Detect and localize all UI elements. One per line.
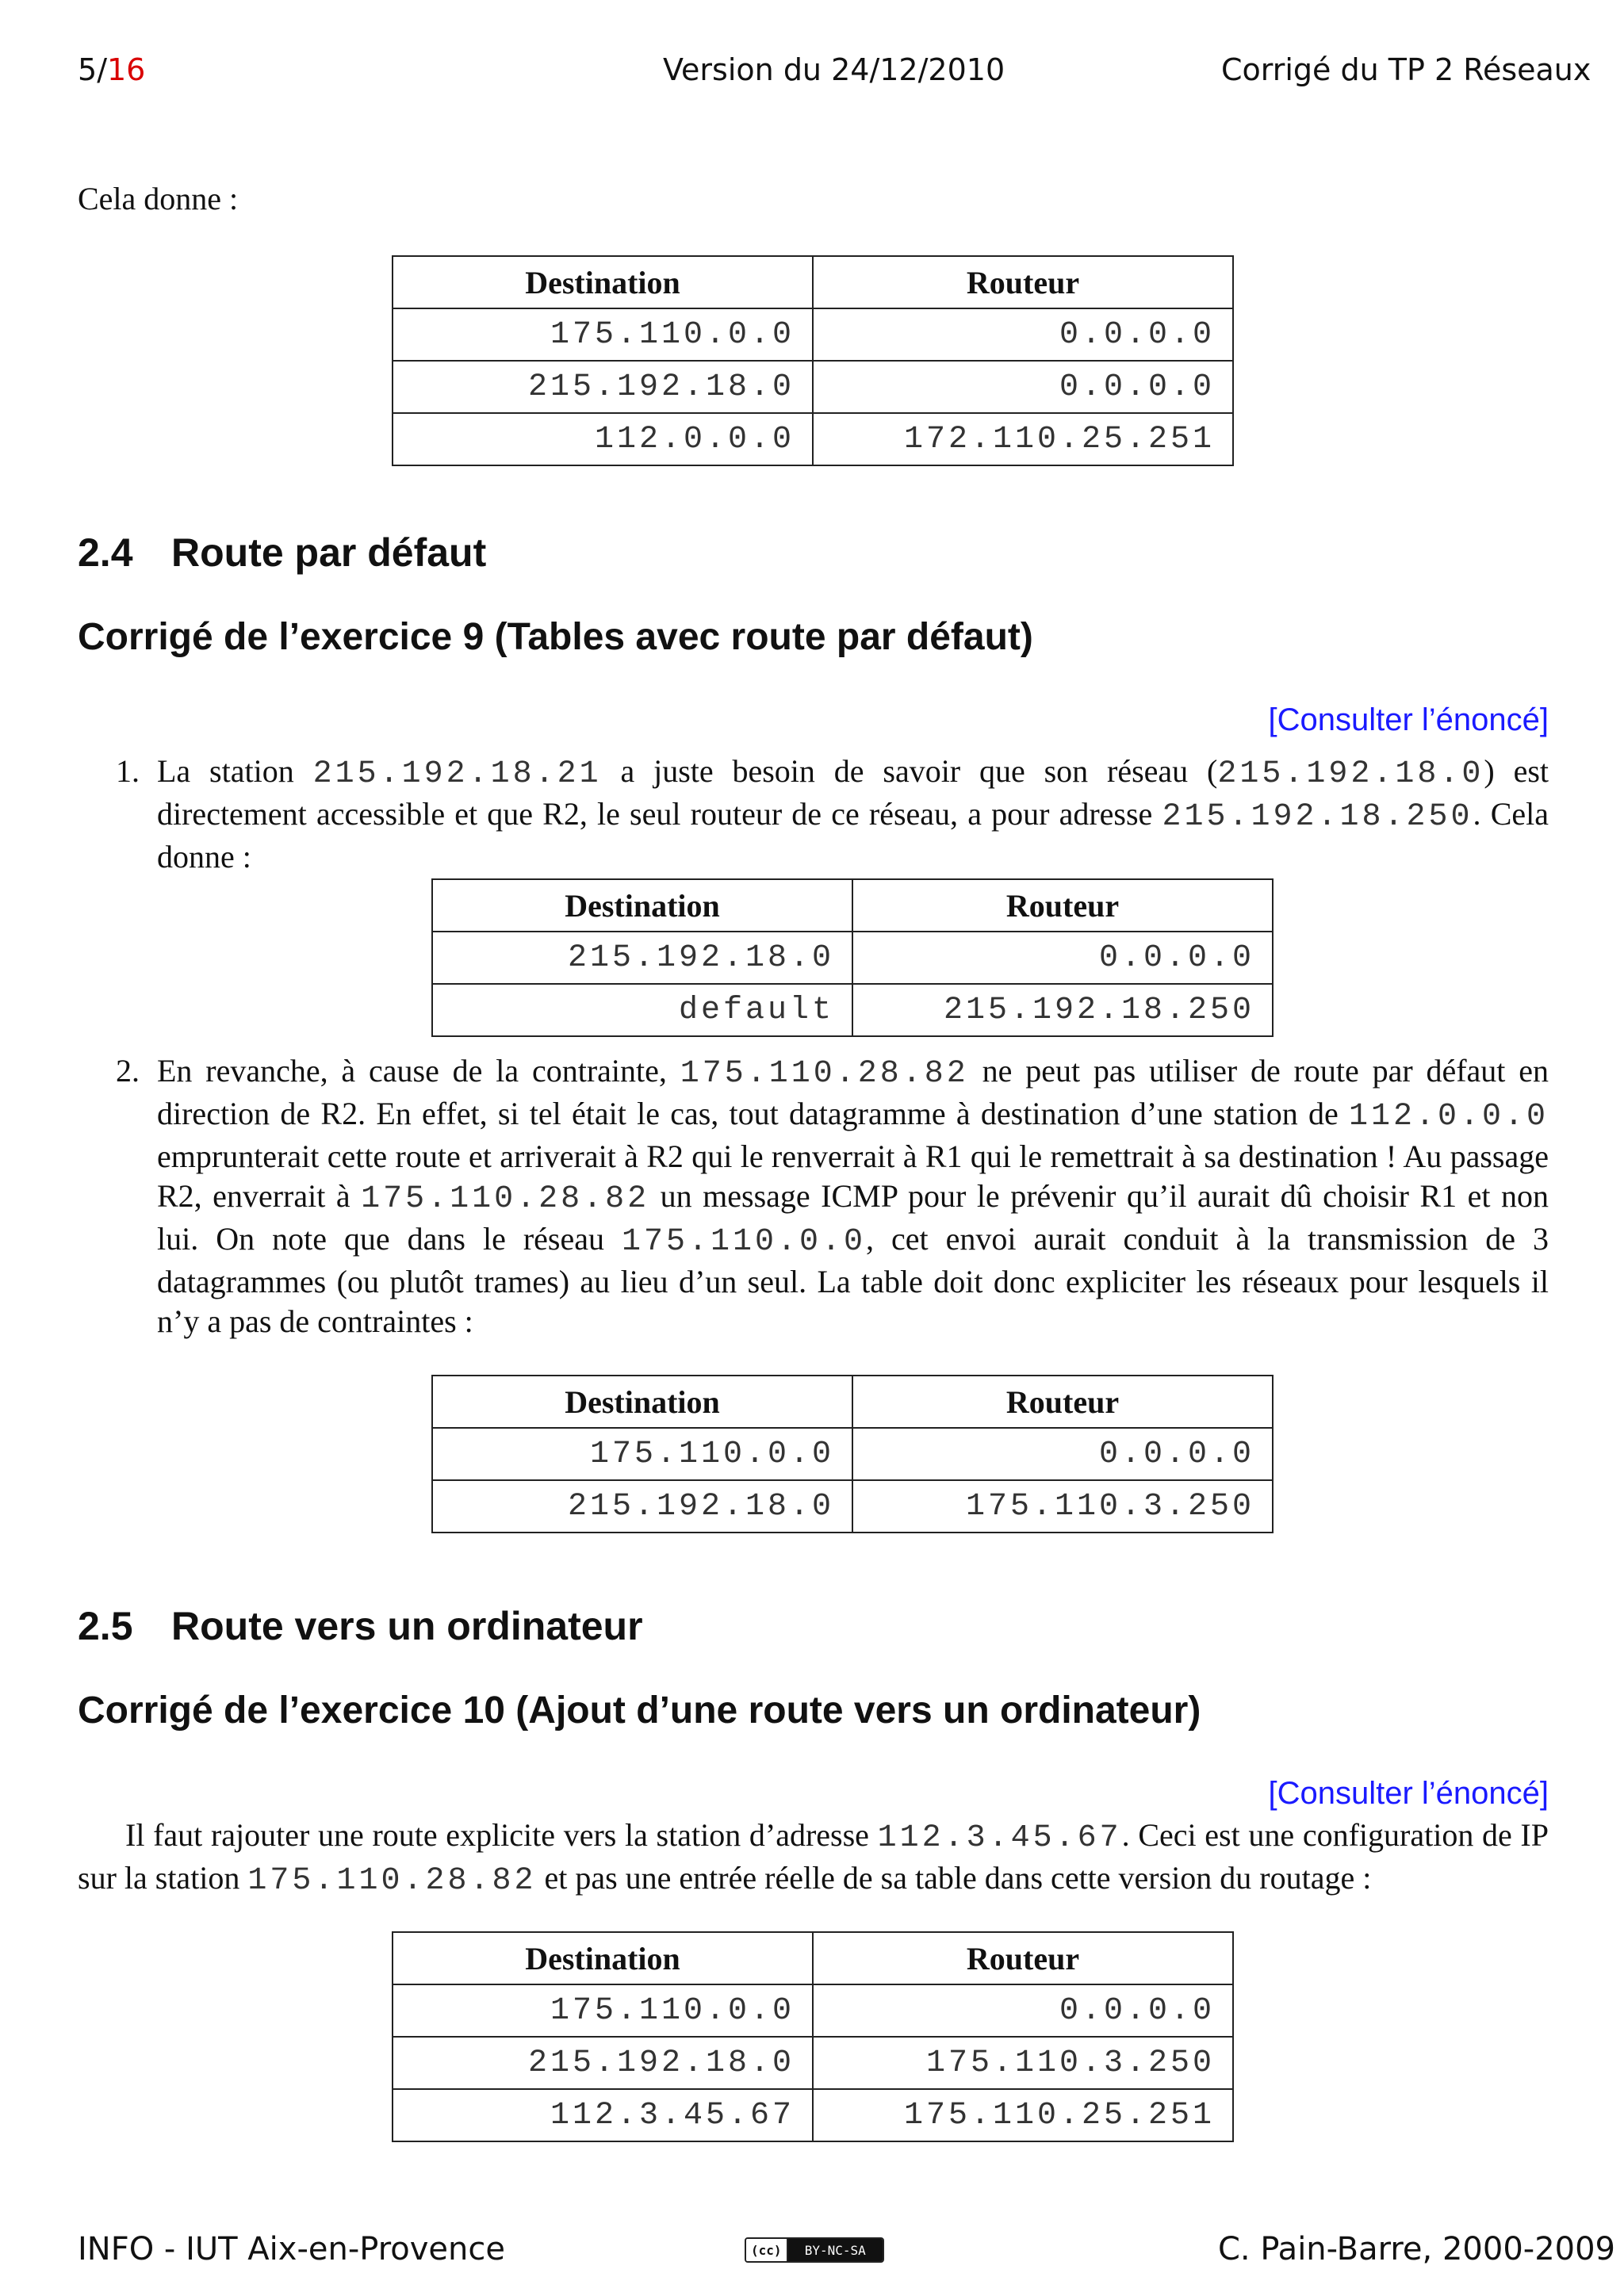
table-cell: default xyxy=(432,984,852,1036)
table-row xyxy=(393,1984,1233,2037)
exercise-paragraph: Il faut rajouter une route explicite vers la station d’adresse 112.3.45.67. Ceci est une configuration de IP sur la station 175.110.28.82 et pas une entrée réelle de sa table dans cette version du routage : xyxy=(78,1817,1549,1899)
consult-statement-link[interactable]: [Consulter l’énoncé] xyxy=(1268,702,1549,737)
table-row xyxy=(393,2089,1233,2141)
table-cell: 215.192.18.0 xyxy=(393,361,813,413)
ip-address: 175.110.28.82 xyxy=(680,1056,969,1092)
ip-address: 215.192.18.250 xyxy=(1162,799,1473,835)
table-header-row xyxy=(393,1932,1233,1984)
document-title: Corrigé du TP 2 Réseaux xyxy=(1221,52,1591,87)
consult-statement-link[interactable]: [Consulter l’énoncé] xyxy=(1268,1776,1549,1811)
table-cell: 215.192.18.0 xyxy=(432,1480,852,1533)
intro-text: Cela donne : xyxy=(78,181,239,216)
table-cell: 112.3.45.67 xyxy=(393,2089,813,2141)
column-header: Routeur xyxy=(813,256,1233,308)
list-number: 1. xyxy=(116,753,140,789)
exercise-heading: Corrigé de l’exercice 9 (Tables avec route par défaut) xyxy=(78,616,1033,658)
license-label: BY-NC-SA xyxy=(788,2239,883,2261)
routing-table-1 xyxy=(392,255,1234,466)
list-number: 2. xyxy=(116,1053,140,1089)
routing-table-2 xyxy=(431,878,1274,1037)
column-header: Destination xyxy=(432,1376,852,1428)
routing-table-3 xyxy=(431,1375,1274,1533)
table-cell: 215.192.18.250 xyxy=(852,984,1273,1036)
cc-license-badge[interactable] xyxy=(745,2237,884,2263)
ip-address: 175.110.28.82 xyxy=(247,1863,537,1899)
cc-icon: (cc) xyxy=(746,2239,788,2261)
ip-address: 112.0.0.0 xyxy=(1348,1099,1549,1135)
list-item: En revanche, à cause de la contrainte, 175.110.28.82 ne peut pas utiliser de route par défaut en direction de R2. En effet, si tel était le cas, tout datagramme à destination d’une station de 112.0.0.0 emprunterait cette route et arriverait à R2 qui le renverrait à R1 qui le remettrait à sa destination ! Au passage R2, enverrait à 175.110.28.82 un message ICMP pour le prévenir qu’il aurait dû choisir R1 et non lui. On note que dans le réseau 175.110.0.0, cet envoi aurait conduit à la transmission de 3 datagrammes (ou plutôt trames) au lieu d’un seul. La table doit donc expliciter les réseaux pour lesquels il n’y a pas de contraintes : xyxy=(157,1053,1549,1339)
table-row xyxy=(393,413,1233,465)
table-header-row xyxy=(432,879,1273,932)
table-cell: 175.110.25.251 xyxy=(813,2089,1233,2141)
exercise-heading: Corrigé de l’exercice 10 (Ajout d’une route vers un ordinateur) xyxy=(78,1689,1201,1732)
table-row xyxy=(432,1428,1273,1480)
ip-address: 175.110.28.82 xyxy=(361,1181,650,1217)
section-heading: 2.4 Route par défaut xyxy=(78,530,487,575)
table-row xyxy=(432,932,1273,984)
table-row xyxy=(393,361,1233,413)
table-cell: 175.110.3.250 xyxy=(813,2037,1233,2089)
table-cell: 0.0.0.0 xyxy=(813,361,1233,413)
table-cell: 0.0.0.0 xyxy=(813,1984,1233,2037)
routing-table-4 xyxy=(392,1931,1234,2142)
table-cell: 0.0.0.0 xyxy=(852,932,1273,984)
table-cell: 175.110.0.0 xyxy=(393,1984,813,2037)
ip-address: 112.3.45.67 xyxy=(877,1820,1122,1856)
column-header: Routeur xyxy=(852,1376,1273,1428)
table-header-row xyxy=(393,256,1233,308)
table-row xyxy=(432,1480,1273,1533)
page-total-link[interactable]: 16 xyxy=(107,52,146,87)
table-cell: 175.110.0.0 xyxy=(432,1428,852,1480)
column-header: Routeur xyxy=(852,879,1273,932)
table-cell: 0.0.0.0 xyxy=(813,308,1233,361)
table-cell: 175.110.0.0 xyxy=(393,308,813,361)
footer-institution: INFO - IUT Aix-en-Provence xyxy=(78,2231,505,2267)
column-header: Destination xyxy=(393,256,813,308)
column-header: Destination xyxy=(393,1932,813,1984)
section-heading: 2.5 Route vers un ordinateur xyxy=(78,1604,643,1648)
table-header-row xyxy=(432,1376,1273,1428)
table-row xyxy=(393,308,1233,361)
table-cell: 215.192.18.0 xyxy=(432,932,852,984)
ip-address: 175.110.0.0 xyxy=(621,1224,867,1260)
table-cell: 175.110.3.250 xyxy=(852,1480,1273,1533)
table-row xyxy=(393,2037,1233,2089)
column-header: Destination xyxy=(432,879,852,932)
list-item: La station 215.192.18.21 a juste besoin de savoir que son réseau (215.192.18.0) est directement accessible et que R2, le seul routeur de ce réseau, a pour adresse 215.192.18.250. Cela donne : xyxy=(157,753,1549,874)
table-row xyxy=(432,984,1273,1036)
ip-address: 215.192.18.0 xyxy=(1217,756,1484,792)
table-cell: 172.110.25.251 xyxy=(813,413,1233,465)
column-header: Routeur xyxy=(813,1932,1233,1984)
ip-address: 215.192.18.21 xyxy=(312,756,602,792)
table-cell: 215.192.18.0 xyxy=(393,2037,813,2089)
footer-author: C. Pain-Barre, 2000-2009 xyxy=(1218,2231,1615,2267)
table-cell: 112.0.0.0 xyxy=(393,413,813,465)
table-cell: 0.0.0.0 xyxy=(852,1428,1273,1480)
page-number: 5/16 xyxy=(78,52,146,87)
version-label: Version du 24/12/2010 xyxy=(663,52,1005,87)
